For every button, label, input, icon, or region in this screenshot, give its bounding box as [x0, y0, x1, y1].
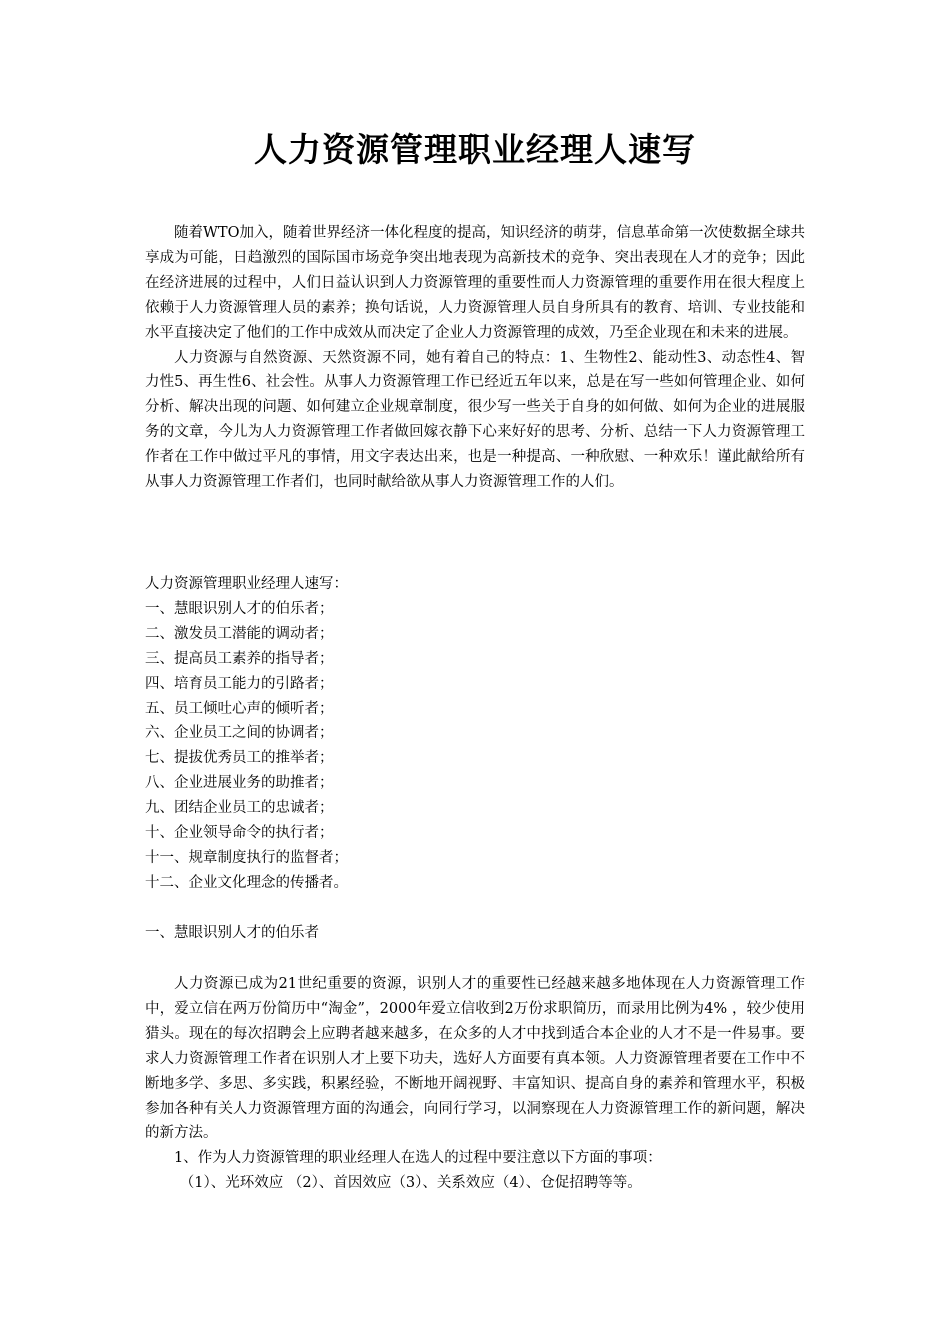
role-list	[145, 572, 805, 896]
list-item: 六、企业员工之间的协调者；	[145, 725, 334, 742]
intro-paragraph-1: 随着WTO加入，随着世界经济一体化程度的提高，知识经济的萌芽，信息革命第一次使数据全球共享成为可能，日趋激烈的国际国市场竞争突出地表现为高新技术的竞争、突出表现在人才的竞争；因此在经济进展的过程中，人们日益认识到人力资源管理的重要性而人力资源管理的重要作用在很大程度上依赖于人力资源管理人员的素养；换句话说，人力资源管理人员自身所具有的教育、培训、专业技能和水平直接决定了他们的工作中成效从而决定了企业人力资源管理的成效，乃至企业现在和未来的进展。	[145, 225, 805, 341]
list-item: 七、提拔优秀员工的推举者；	[145, 750, 334, 767]
section-one-body	[145, 972, 805, 1196]
section-one-heading-block	[145, 921, 805, 946]
list-item: 十二、企业文化理念的传播者。	[145, 874, 348, 891]
list-item: 三、提高员工素养的指导者；	[145, 650, 334, 667]
list-item: 二、激发员工潜能的调动者；	[145, 625, 334, 642]
intro-section	[145, 221, 805, 495]
subpoint-line: （1）、光环效应 （2）、首因效应（3）、关系效应（4）、仓促招聘等等。	[179, 1175, 642, 1192]
list-item: 一、慧眼识别人才的伯乐者；	[145, 600, 334, 617]
document-title: 人力资源管理职业经理人速写	[254, 130, 696, 169]
list-item: 十、企业领导命令的执行者；	[145, 825, 334, 842]
list-item: 八、企业进展业务的助推者；	[145, 775, 334, 792]
list-item: 五、员工倾吐心声的倾听者；	[145, 700, 334, 717]
section-heading: 一、慧眼识别人才的伯乐者	[145, 925, 319, 941]
section-paragraph: 人力资源已成为21世纪重要的资源，识别人才的重要性已经越来越多地体现在人力资源管理工作中，爱立信在两万份简历中“淘金”，2000年爱立信收到2万份求职简历，而录用比例为4% ，较少使用猎头。现在的每次招聘会上应聘者越来越多，在众多的人才中找到适合本企业的人才不是一件易事。要求人力资源管理工作者在识别人才上要下功夫，选好人方面要有真本领。人力资源管理者要在工作中不断地多学、多思、多实践，积累经验，不断地开阔视野、丰富知识、提高自身的素养和管理水平，积极参加各种有关人力资源管理方面的沟通会，向同行学习，以洞察现在人力资源管理工作的新问题，解决的新方法。	[145, 976, 805, 1142]
list-item: 十一、规章制度执行的监督者；	[145, 849, 348, 866]
point-line: 1、作为人力资源管理的职业经理人在选人的过程中要注意以下方面的事项：	[174, 1150, 662, 1167]
list-item: 四、培育员工能力的引路者；	[145, 675, 334, 692]
list-item: 九、团结企业员工的忠诚者；	[145, 800, 334, 817]
role-list-heading: 人力资源管理职业经理人速写：	[145, 576, 348, 592]
intro-paragraph-2: 人力资源与自然资源、天然资源不同，她有着自己的特点：1、生物性2、能动性3、动态性4、智力性5、再生性6、社会性。从事人力资源管理工作已经近五年以来，总是在写一些如何管理企业、如何分析、解决出现的问题、如何建立企业规章制度，很少写一些关于自身的如何做、如何为企业的进展服务的文章，今儿为人力资源管理工作者做回嫁衣静下心来好好的思考、分析、总结一下人力资源管理工作者在工作中做过平凡的事情，用文字表达出来，也是一种提高、一种欣慰、一种欢乐！谨此献给所有从事人力资源管理工作者们，也同时献给欲从事人力资源管理工作的人们。	[145, 349, 805, 491]
